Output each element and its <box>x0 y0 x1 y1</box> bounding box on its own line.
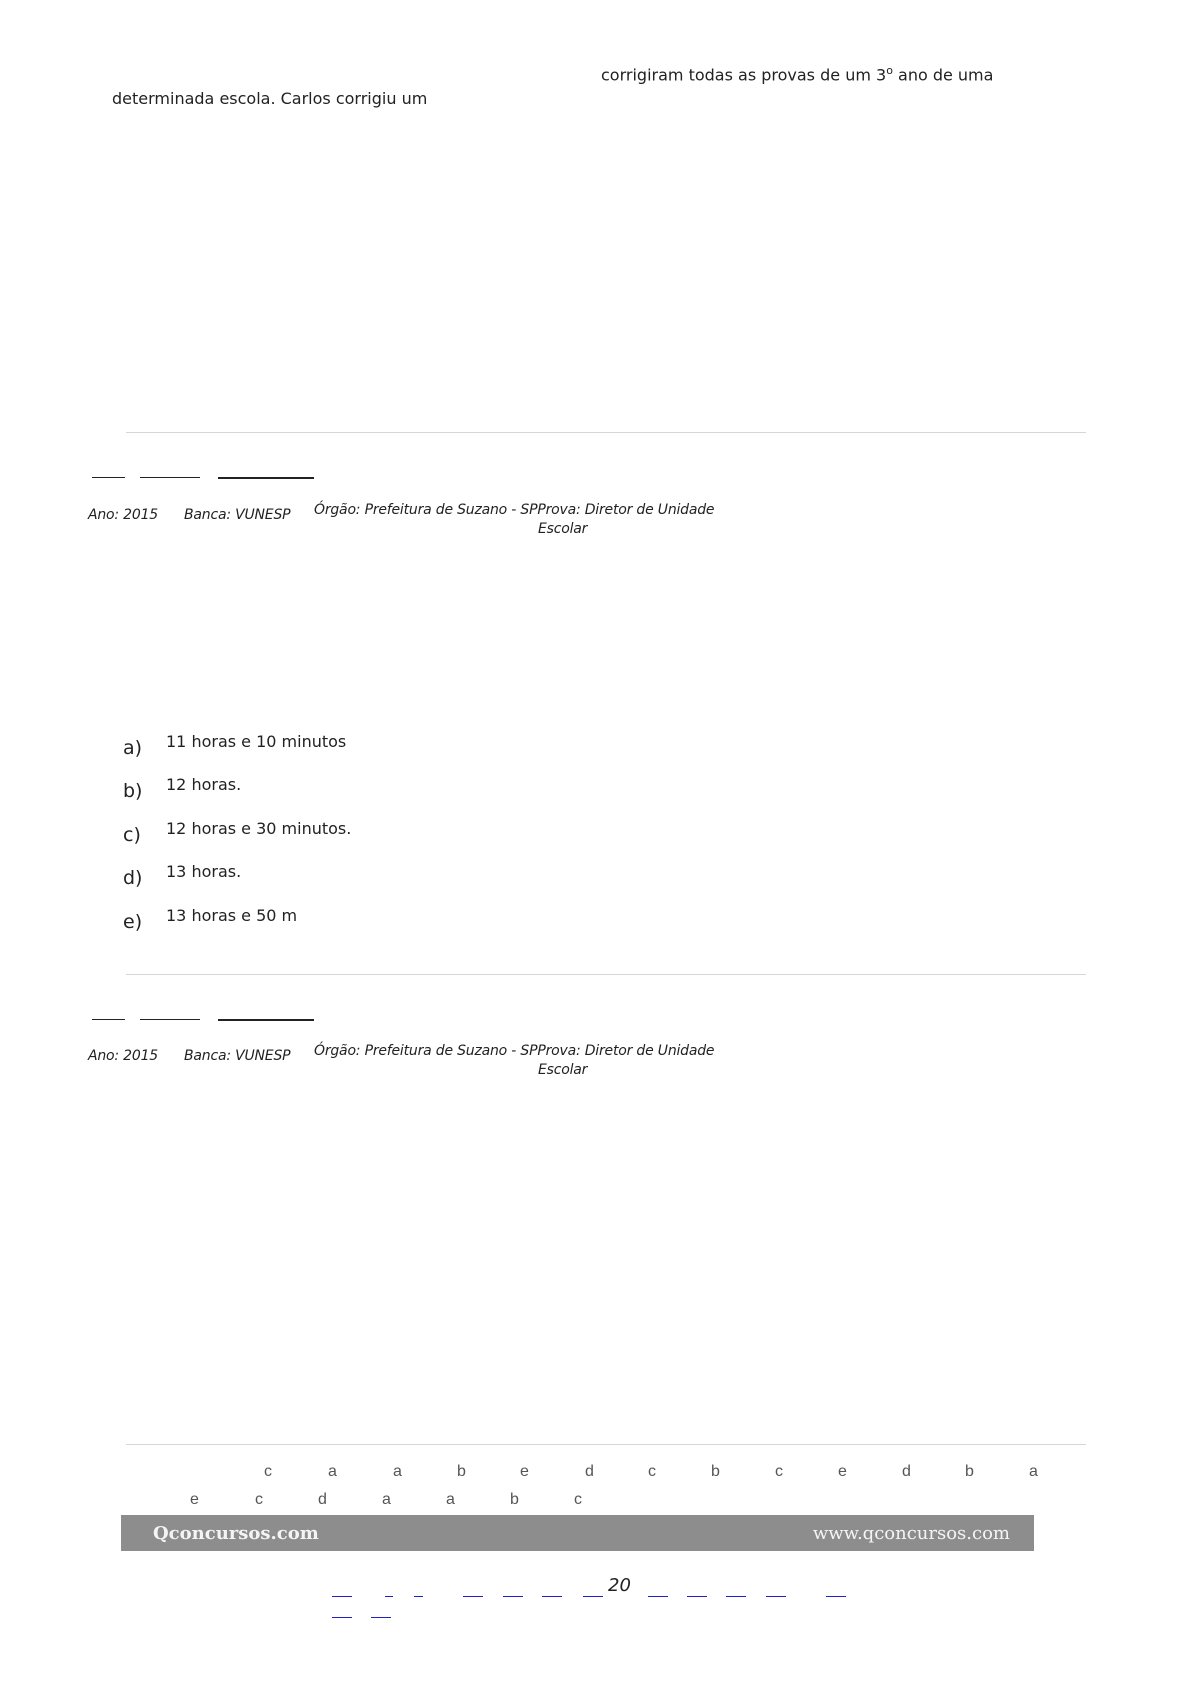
page-link[interactable] <box>463 1596 483 1597</box>
brand-url[interactable]: www.qconcursos.com <box>812 1523 1010 1544</box>
question-org: Órgão: Prefeitura de Suzano - SPProva: Diretor de Unidade <box>314 1043 715 1059</box>
option-text: 11 horas e 10 minutos <box>166 732 347 751</box>
question-year: Ano: 2015 <box>88 507 159 523</box>
answer-key-item: e <box>838 1463 847 1480</box>
answer-key-item: c <box>255 1491 263 1508</box>
answer-key-item: a <box>382 1491 391 1508</box>
option-text: 12 horas. <box>166 775 242 794</box>
page-link[interactable] <box>542 1596 562 1597</box>
answer-key-item: b <box>457 1463 466 1480</box>
page-link[interactable] <box>766 1596 786 1597</box>
answer-key-item: d <box>585 1463 594 1480</box>
question-org-cont: Escolar <box>538 521 588 537</box>
page-link[interactable] <box>332 1617 352 1618</box>
page-link[interactable] <box>726 1596 746 1597</box>
page-link[interactable] <box>503 1596 523 1597</box>
page-link[interactable] <box>583 1596 603 1597</box>
answer-key-item: e <box>190 1491 199 1508</box>
question-board: Banca: VUNESP <box>184 507 291 523</box>
intro-line-2: determinada escola. Carlos corrigiu um <box>112 89 428 108</box>
page-link[interactable] <box>414 1596 423 1597</box>
page-link[interactable] <box>332 1596 352 1597</box>
tab-underline-banca <box>140 477 200 478</box>
page-link[interactable] <box>826 1596 846 1597</box>
option-text: 13 horas e 50 m <box>166 906 298 925</box>
tab-underline-ano <box>92 1019 125 1020</box>
divider <box>126 974 1086 975</box>
brand-logo[interactable]: Qconcursos.com <box>153 1523 319 1544</box>
answer-key-item: c <box>574 1491 582 1508</box>
divider <box>126 432 1086 433</box>
question-year: Ano: 2015 <box>88 1048 159 1064</box>
option-letter[interactable]: e) <box>123 911 143 933</box>
answer-key-item: d <box>902 1463 911 1480</box>
divider <box>126 1444 1086 1445</box>
tab-underline-orgao <box>218 477 314 479</box>
intro-text-end: ano de uma <box>892 65 994 85</box>
option-letter[interactable]: a) <box>123 737 143 759</box>
answer-key-item: c <box>648 1463 656 1480</box>
answer-key-item: a <box>446 1491 455 1508</box>
option-letter[interactable]: b) <box>123 780 143 802</box>
answer-key-item: e <box>520 1463 529 1480</box>
page-link[interactable] <box>687 1596 707 1597</box>
question-org-cont: Escolar <box>538 1062 588 1078</box>
page-link[interactable] <box>648 1596 668 1597</box>
intro-line-1 <box>601 64 993 84</box>
answer-key-item: a <box>393 1463 402 1480</box>
tab-underline-ano <box>92 477 125 478</box>
page-link[interactable] <box>385 1596 393 1597</box>
answer-key-item: a <box>1029 1463 1038 1480</box>
page-number: 20 <box>608 1575 631 1596</box>
page-link[interactable] <box>371 1617 391 1618</box>
answer-key-item: c <box>264 1463 272 1480</box>
question-board: Banca: VUNESP <box>184 1048 291 1064</box>
answer-key-item: b <box>711 1463 720 1480</box>
tab-underline-orgao <box>218 1019 314 1021</box>
answer-key-item: c <box>775 1463 783 1480</box>
ordinal-superscript: o <box>886 64 893 77</box>
answer-key-item: b <box>965 1463 974 1480</box>
answer-key-item: b <box>510 1491 519 1508</box>
option-text: 13 horas. <box>166 862 242 881</box>
option-text: 12 horas e 30 minutos. <box>166 819 352 838</box>
question-org: Órgão: Prefeitura de Suzano - SPProva: Diretor de Unidade <box>314 502 715 518</box>
option-letter[interactable]: d) <box>123 867 143 889</box>
option-letter[interactable]: c) <box>123 824 141 846</box>
footer-brand-bar <box>121 1515 1034 1551</box>
answer-key-item: a <box>328 1463 337 1480</box>
answer-key-item: d <box>318 1491 327 1508</box>
intro-text: corrigiram todas as provas de um 3 <box>601 65 887 85</box>
tab-underline-banca <box>140 1019 200 1020</box>
